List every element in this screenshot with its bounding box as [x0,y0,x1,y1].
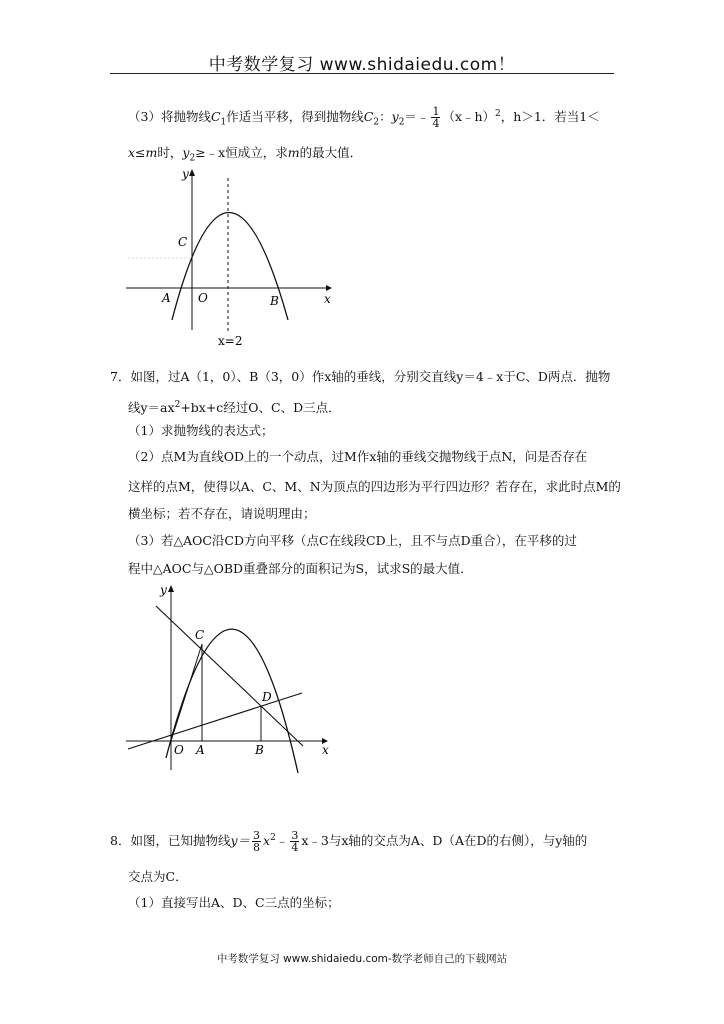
q7-line2: 线$y=ax^2+bx+c$经过O、C、D三点． [128,400,341,416]
q7-part3-line1: （3）若△AOC沿CD方向平移（点C在线段CD上，且不与点D重合），在平移的过 [128,533,577,548]
y-axis-arrow [189,169,195,176]
a-label: A [196,743,205,757]
figure-parabola-2 [120,578,340,778]
y-axis-arrow [168,585,174,592]
q7-part1: （1）求抛物线的表达式； [128,423,274,438]
q7-part2-line1: （2）点M为直线OD上的一个动点，过M作x轴的垂线交抛物线于点N，问是否存在 [128,449,588,464]
x-label: x [324,292,331,306]
q6-part3-line2: x≤m时，$y_2\ge﹣x$恒成立，求m的最大值． [128,145,363,164]
d-label: D [262,690,272,704]
y-label: y [160,583,167,597]
fraction-three-eighths: $\frac{3}{8}$ [253,829,261,855]
q7-line1: 7．如图，过A（1，0）、B（3，0）作x轴的垂线，分别交直线y＝4﹣x于C、D两点．抛物 [110,369,611,384]
q8-line2: 交点为C． [128,869,188,884]
b-label: B [255,743,264,757]
b-label: B [270,294,279,308]
q6-part3-line1: （3）将抛物线$C_1$作适当平移，得到抛物线$C_2$：$y_2=﹣$ $\frac{1}{4}$ （x﹣h）$^2$，h＞1．若当1＜ [128,105,600,131]
axis-of-symmetry-label: x=2 [218,334,243,348]
x-label: x [322,743,329,757]
q7-part2-line2: 这样的点M，使得以A、C、M、N为顶点的四边形为平行四边形？若存在，求此时点M的 [128,479,621,494]
page-footer: 中考数学复习 www.shidaiedu.com-数学老师自己的下载网站 [216,953,508,965]
y-label: y [182,167,189,181]
q8-line1: 8．如图，已知抛物线y＝ $\frac{3}{8}$ $x^2﹣$ $\frac{3}{4}$ x﹣3与x轴的交点为A、D（A在D的右侧），与y轴的 [110,829,588,855]
q8-part1: （1）直接写出A、D、C三点的坐标； [128,895,340,910]
header-rule [110,73,614,74]
figure-parabola-1 [120,160,350,350]
x-axis-arrow [326,285,332,291]
page-header: 中考数学复习 www.shidaiedu.com！ [208,55,516,75]
fraction-three-quarters: $\frac{3}{4}$ [291,829,299,855]
c-label: C [195,628,205,642]
q7-part2-line3: 横坐标；若不存在，请说明理由； [128,506,316,521]
fraction-one-quarter: $\frac{1}{4}$ [432,105,440,131]
o-label: O [198,291,208,305]
line-cd [156,606,303,746]
a-label: A [162,291,171,305]
c-label: C [178,235,188,249]
o-label: O [174,743,184,757]
q7-part3-line2: 程中△AOC与△OBD重叠部分的面积记为S，试求S的最大值． [128,561,473,576]
